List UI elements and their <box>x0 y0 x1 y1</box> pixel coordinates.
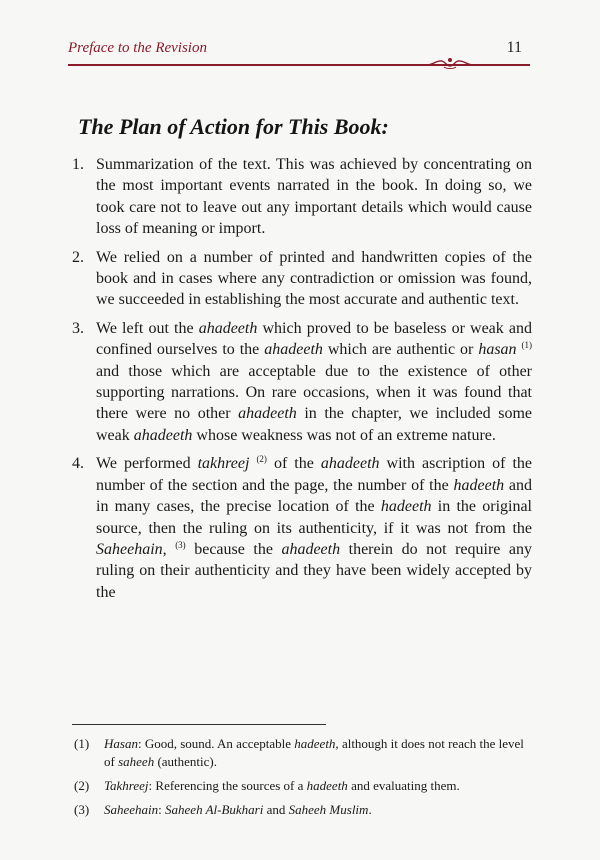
footnote-text <box>104 736 524 769</box>
italic-term: ahadeeth <box>281 540 341 558</box>
italic-term: ahadeeth <box>320 455 380 473</box>
italic-term: ahadeeth <box>264 341 323 359</box>
text-run: We relied on a number of printed and handwritten copies of the book and in cases where any contradiction or omission was found, we succeeded in establishing the most accurate and authentic text. <box>96 248 532 309</box>
list-item-number: 3. <box>72 319 84 337</box>
text-run: which are authentic or <box>322 341 479 359</box>
running-title: Preface to the Revision <box>68 40 207 56</box>
list-item-text <box>96 247 532 311</box>
text-run: We left out the <box>96 319 199 337</box>
footnote-rule <box>72 724 326 725</box>
text-run: Summarization of the text. This was achieved by concentrating on the most important events narrated in the book. In doing so, we took care not to leave out any important details which would cause loss of meaning or import. <box>96 156 532 238</box>
italic-term: Saheehain, <box>96 540 167 558</box>
text-run: and those which are acceptable due to the existence of other supporting narrations. On rare occasions, when it was found that there were no other <box>96 362 532 423</box>
text-run: of the <box>266 455 321 473</box>
page-number: 11 <box>506 39 522 56</box>
list-item <box>72 318 532 446</box>
text-run: in the original source, then the ruling on its authenticity, if it was not from the <box>96 498 533 537</box>
footnote-text <box>104 778 460 793</box>
list-item-text <box>96 318 532 446</box>
list-item-number: 4. <box>72 455 84 473</box>
footnote-number: (1) <box>74 736 90 751</box>
footnote-marker: (2) <box>256 454 267 465</box>
text-run: whose weakness was not of an extreme nature. <box>192 426 496 444</box>
list-item-text <box>96 453 532 603</box>
list-item <box>72 247 532 311</box>
header-ornament-icon <box>424 56 476 70</box>
italic-term: hadeeth <box>380 498 432 516</box>
italic-term: hadeeth, <box>294 736 339 751</box>
text-run: in the chapter, we included some weak <box>96 405 533 444</box>
text-run: We performed <box>96 455 198 473</box>
text-run: and in many cases, the precise location of the <box>96 476 532 516</box>
italic-term: hadeeth <box>306 778 348 793</box>
text-run: and <box>263 802 289 817</box>
text-run: although it does not reach the level of <box>104 736 524 769</box>
text-run: (authentic). <box>154 754 218 769</box>
italic-term: Takhreej <box>104 778 149 793</box>
text-run: : Good, sound. An acceptable <box>137 736 295 751</box>
text-run <box>167 541 176 558</box>
italic-term: takhreej <box>197 455 250 473</box>
footnote <box>72 735 532 771</box>
footnote <box>72 777 532 795</box>
plan-list <box>72 154 532 610</box>
footnote-marker: (1) <box>521 340 533 351</box>
list-item-text <box>96 154 532 240</box>
footnote-marker: (3) <box>175 539 186 550</box>
italic-term: ahadeeth <box>238 405 297 423</box>
text-run: . <box>368 802 372 817</box>
text-run: because the <box>185 540 282 558</box>
italic-term: hadeeth <box>453 476 505 494</box>
footnote-number: (3) <box>74 802 90 817</box>
italic-term: Hasan <box>104 736 138 751</box>
section-title: The Plan of Action for This Book: <box>78 114 389 139</box>
footnote-text <box>104 802 372 817</box>
italic-term: Saheehain <box>104 802 159 817</box>
text-run: : <box>158 802 166 817</box>
footnote <box>72 801 532 819</box>
italic-term: Saheeh Muslim <box>288 802 369 817</box>
list-item <box>72 154 532 240</box>
italic-term: ahadeeth <box>133 426 193 444</box>
text-run: with ascription of the number of the section and the page, the number of the <box>96 455 532 494</box>
text-run: : Referencing the sources of a <box>148 778 307 793</box>
italic-term: ahadeeth <box>198 319 258 337</box>
italic-term: hasan <box>478 341 517 359</box>
list-item-number: 1. <box>72 156 84 173</box>
list-item <box>72 453 532 603</box>
footnote-number: (2) <box>74 778 90 793</box>
text-run: therein do not require any ruling on their authenticity and they have been widely accepted by the <box>96 540 533 601</box>
text-run: and evaluating them. <box>347 778 460 793</box>
footnotes <box>72 735 532 825</box>
italic-term: Saheeh Al-Bukhari <box>165 802 264 817</box>
text-run: which proved to be baseless or weak and confined ourselves to the <box>96 319 532 359</box>
italic-term: saheeh <box>118 754 155 769</box>
list-item-number: 2. <box>72 248 84 266</box>
